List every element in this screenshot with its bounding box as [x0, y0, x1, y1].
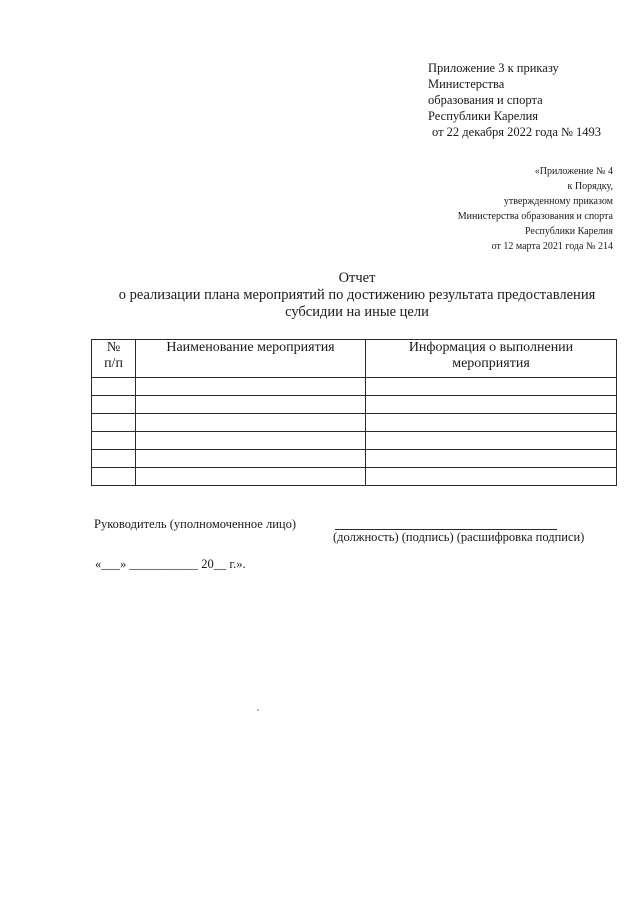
table-cell-number	[92, 432, 136, 450]
table-cell-info	[366, 396, 617, 414]
table-cell-activity	[136, 468, 366, 486]
scan-speck	[257, 709, 259, 711]
report-title	[92, 270, 622, 321]
appendix-header-line: образования и спорта	[428, 93, 543, 107]
signer-label: Руководитель (уполномоченное лицо)	[94, 517, 297, 531]
table-row	[92, 432, 617, 450]
column-header-info-line: мероприятия	[452, 356, 530, 371]
table-cell-info	[366, 414, 617, 432]
appendix-header-line: Приложение 3 к приказу	[428, 61, 559, 75]
procedure-header-line: «Приложение № 4	[534, 166, 613, 177]
table-cell-number	[92, 378, 136, 396]
table-row	[92, 468, 617, 486]
procedure-header-line: к Порядку,	[567, 181, 613, 192]
appendix-header-date: от 22 декабря 2022 года № 1493	[432, 125, 602, 139]
column-header-number	[92, 340, 136, 378]
procedure-header-date: от 12 марта 2021 года № 214	[491, 241, 613, 252]
appendix-header-line: Министерства	[428, 77, 505, 91]
table-cell-number	[92, 396, 136, 414]
report-title-subtitle: о реализации плана мероприятий по достижению результата предоставления	[118, 287, 596, 303]
appendix-header	[428, 60, 601, 140]
column-header-activity-info	[366, 340, 617, 378]
table-cell-number	[92, 414, 136, 432]
table-row	[92, 450, 617, 468]
table-cell-info	[366, 432, 617, 450]
table-cell-number	[92, 450, 136, 468]
date-line: «___» ___________ 20__ г.».	[95, 557, 246, 571]
table-cell-activity	[136, 396, 366, 414]
column-header-activity-name: Наименование мероприятия	[136, 340, 366, 378]
procedure-header-line: утвержденному приказом	[503, 196, 613, 207]
table-cell-activity	[136, 378, 366, 396]
procedure-appendix-header	[458, 164, 613, 254]
column-header-number-symbol: №	[106, 340, 121, 355]
report-title-heading: Отчет	[338, 270, 376, 286]
activities-table	[91, 339, 617, 486]
column-header-number-abbrev: п/п	[104, 356, 123, 371]
report-title-subtitle: субсидии на иные цели	[285, 304, 429, 320]
table-row	[92, 414, 617, 432]
table-header-row	[92, 340, 617, 378]
table-cell-activity	[136, 450, 366, 468]
table-row	[92, 396, 617, 414]
table-cell-activity	[136, 414, 366, 432]
appendix-header-line: Республики Карелия	[428, 109, 539, 123]
signature-line	[335, 519, 557, 530]
table-cell-number	[92, 468, 136, 486]
table-cell-info	[366, 450, 617, 468]
table-cell-info	[366, 468, 617, 486]
table-cell-info	[366, 378, 617, 396]
signature-caption: (должность) (подпись) (расшифровка подписи)	[333, 530, 585, 544]
column-header-info-line: Информация о выполнении	[408, 340, 574, 355]
procedure-header-line: Республики Карелия	[524, 226, 613, 237]
procedure-header-line: Министерства образования и спорта	[457, 211, 613, 222]
table-cell-activity	[136, 432, 366, 450]
table-row	[92, 378, 617, 396]
